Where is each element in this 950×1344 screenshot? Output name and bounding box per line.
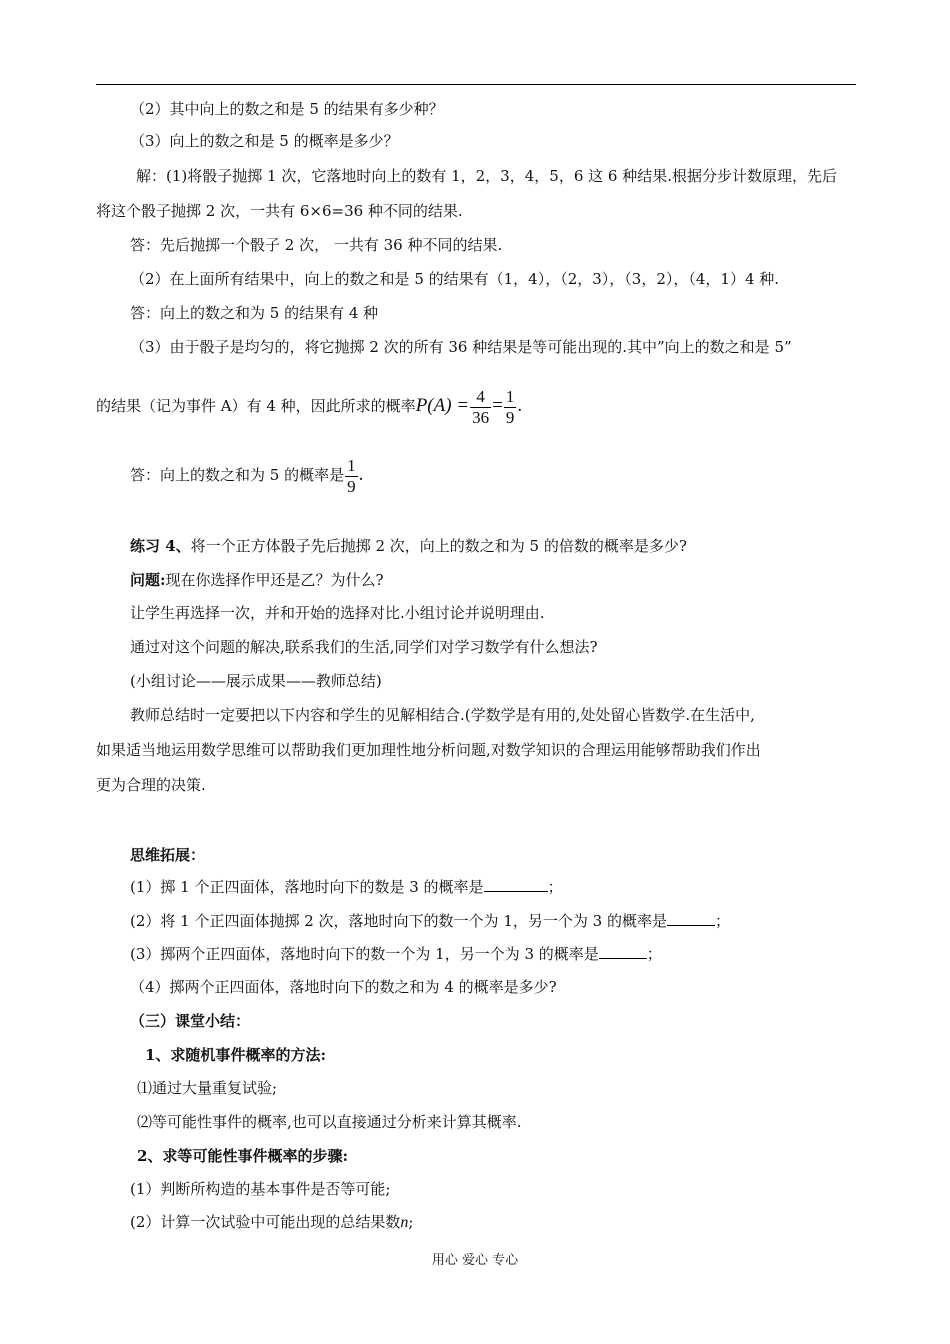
extension-2-end: ；: [714, 912, 730, 930]
paragraph-1: 让学生再选择一次，并和开始的选择对比.小组讨论并说明理由.: [130, 604, 545, 622]
question-2: （2）其中向上的数之和是 5 的结果有多少种？: [130, 100, 444, 118]
problem-label: 问题:: [130, 571, 166, 589]
fraction-numerator: 1: [505, 386, 515, 406]
extension-3-end: ；: [646, 945, 662, 963]
extension-title: 思维拓展：: [130, 846, 206, 864]
answer-3-text: 答：向上的数之和为 5 的概率是: [130, 466, 345, 484]
exercise-4-text: 将一个正方体骰子先后抛掷 2 次，向上的数之和为 5 的倍数的概率是多少?: [190, 537, 687, 555]
summary-2b-end: ;: [408, 1213, 414, 1231]
answer-blank: [599, 944, 647, 959]
extension-3-text: (3）掷两个正四面体，落地时向下的数一个为 1，另一个为 3 的概率是: [130, 945, 599, 963]
answer-1: 答：先后抛掷一个骰子 2 次， 一共有 36 种不同的结果.: [130, 236, 503, 254]
question-3: （3）向上的数之和是 5 的概率是多少？: [130, 132, 399, 150]
solution-1-line-1: 解：(1)将骰子抛掷 1 次，它落地时向上的数有 1，2，3，4，5，6 这 6 种结果.根据分步计数原理，先后: [136, 167, 837, 185]
summary-2b: [130, 1212, 413, 1233]
period: .: [517, 395, 523, 416]
solution-2: （2）在上面所有结果中，向上的数之和是 5 的结果有（1，4），（2，3），（3，2），（4，1）4 种.: [130, 270, 780, 288]
problem-text: 现在你选择作甲还是乙？为什么?: [165, 571, 384, 589]
page-footer: 用心 爱心 专心: [431, 1253, 519, 1268]
solution-3-line-2: [96, 383, 522, 429]
paragraph-4-line-1: 教师总结时一定要把以下内容和学生的见解相结合.(学数学是有用的,处处留心皆数学.在生活中,: [130, 706, 755, 724]
fraction-denominator: 36: [472, 407, 490, 427]
extension-1-end: ；: [547, 878, 563, 896]
paragraph-2: 通过对这个问题的解决,联系我们的生活,同学们对学习数学有什么想法?: [130, 638, 598, 656]
extension-4: （4）掷两个正四面体，落地时向下的数之和为 4 的概率是多少?: [130, 978, 557, 996]
summary-title: （三）课堂小结：: [130, 1012, 251, 1030]
equals-sign: =: [492, 395, 503, 416]
fraction-denominator: 9: [347, 476, 356, 496]
variable-n: n: [400, 1214, 409, 1231]
paragraph-3: (小组讨论——展示成果——教师总结): [130, 672, 382, 690]
probability-expression: P(A) =: [415, 395, 470, 416]
answer-2: 答：向上的数之和为 5 的结果有 4 种: [130, 304, 379, 322]
extension-3: [130, 944, 662, 964]
fraction-1-9: [504, 387, 517, 428]
fraction-numerator: 1: [347, 455, 356, 475]
paragraph-4-line-2: 如果适当地运用数学思维可以帮助我们更加理性地分析问题,对数学知识的合理运用能够帮助我们作出: [96, 741, 761, 759]
header-rule: [96, 84, 856, 85]
summary-2b-text: (2）计算一次试验中可能出现的总结果数: [130, 1213, 401, 1231]
fraction-numerator: 4: [476, 386, 485, 406]
extension-1-text: (1）掷 1 个正四面体，落地时向下的数是 3 的概率是: [130, 878, 484, 896]
exercise-4: [130, 536, 687, 556]
solution-3-text: 的结果（记为事件 A）有 4 种，因此所求的概率: [96, 397, 416, 415]
period: .: [358, 464, 364, 485]
answer-3: [130, 452, 363, 498]
paragraph-4-line-3: 更为合理的决策.: [96, 776, 206, 794]
summary-1: 1、求随机事件概率的方法:: [145, 1046, 326, 1064]
fraction-denominator: 9: [505, 407, 515, 427]
exercise-4-label: 练习 4、: [130, 537, 191, 555]
solution-3-line-1: （3）由于骰子是均匀的，将它抛掷 2 次的所有 36 种结果是等可能出现的.其中”向上的数之和是 5”: [130, 338, 792, 356]
summary-1b: ⑵等可能性事件的概率,也可以直接通过分析来计算其概率.: [137, 1113, 522, 1131]
extension-1: [130, 877, 563, 897]
extension-2-text: (2）将 1 个正四面体抛掷 2 次，落地时向下的数一个为 1，另一个为 3 的概率是: [130, 912, 667, 930]
fraction-4-36: [470, 387, 491, 428]
answer-blank: [667, 911, 715, 926]
fraction-1-9-answer: [345, 456, 358, 497]
answer-blank: [484, 877, 548, 892]
summary-2: 2、求等可能性事件概率的步骤:: [137, 1147, 348, 1165]
solution-1-line-2: 将这个骰子抛掷 2 次，一共有 6×6=36 种不同的结果.: [96, 202, 463, 220]
summary-2a: (1）判断所构造的基本事件是否等可能;: [130, 1180, 391, 1198]
summary-1a: ⑴通过大量重复试验;: [137, 1079, 278, 1097]
extension-2: [130, 911, 730, 931]
problem: [130, 570, 384, 590]
